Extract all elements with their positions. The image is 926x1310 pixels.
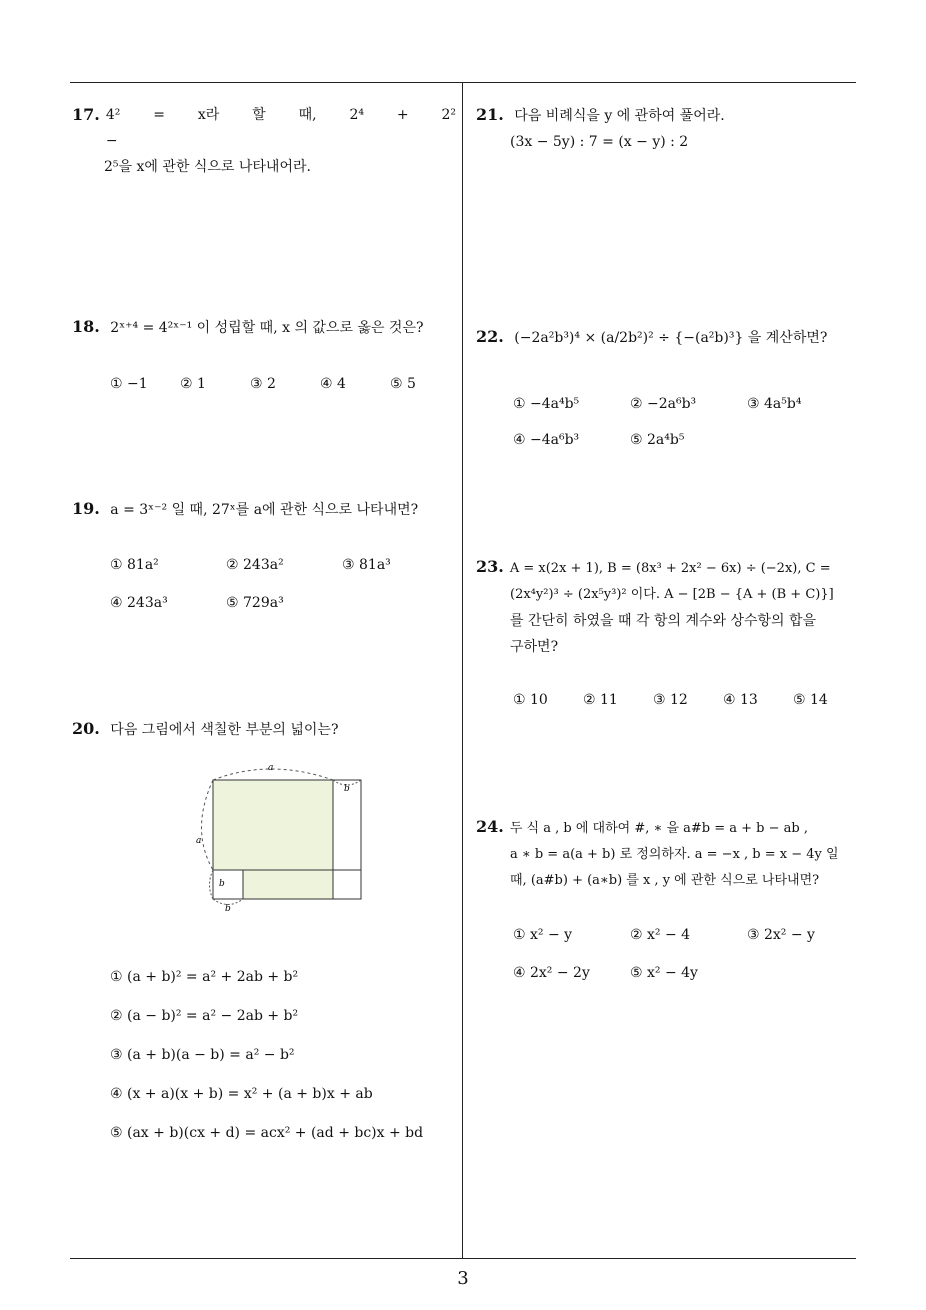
question-text-line1: 두 식 a , b 에 대하여 #, ∗ 을 a#b = a + b − ab , [509,821,808,836]
option-3[interactable]: ③ 2 [250,376,276,392]
question-19 [72,496,456,523]
top-rule [70,82,856,83]
question-23 [476,554,860,660]
option-2[interactable]: ② 11 [583,692,618,708]
option-2[interactable]: ② 1 [180,376,206,392]
option-1[interactable]: ① x² − y [513,927,573,943]
question-stem: a = 3ˣ⁻² 일 때, 27ˣ를 a에 관한 식으로 나타내면? [110,502,419,518]
option-4[interactable]: ④ 2x² − 2y [513,965,590,981]
question-text-line2: (2x⁴y²)³ ÷ (2x⁵y³)² 이다. A − [2B − {A + (B + C)}] [510,587,834,602]
option-4[interactable]: ④ −4a⁶b³ [513,432,580,448]
question-text-line1: 4² = x라 할 때, 2⁴ + 2² − [105,107,456,149]
question-22 [476,324,856,351]
page-number: 3 [457,1268,469,1289]
question-number: 20. [72,719,100,738]
column-divider [462,83,463,1258]
question-stem: 2ˣ⁺⁴ = 4²ˣ⁻¹ 이 성립할 때, x 의 값으로 옳은 것은? [110,320,424,336]
question-number: 23. [476,557,504,576]
option-3[interactable]: ③ 12 [653,692,688,708]
question-number: 24. [476,817,504,836]
option-3[interactable]: ③ 81a³ [342,557,391,573]
option-3[interactable]: ③ 2x² − y [747,927,815,943]
dashed-arc-left [202,780,214,870]
option-5[interactable]: ⑤ 729a³ [226,595,284,611]
option-3[interactable]: ③ (a + b)(a − b) = a² − b² [110,1047,295,1063]
shaded-large-square [213,780,333,870]
option-5[interactable]: ⑤ x² − 4y [630,965,698,981]
question-text-line1: 다음 비례식을 y 에 관하여 풀어라. [514,108,725,124]
option-4[interactable]: ④ (x + a)(x + b) = x² + (a + b)x + ab [110,1086,373,1102]
option-2[interactable]: ② (a − b)² = a² − 2ab + b² [110,1008,299,1024]
question-number: 18. [72,317,100,336]
option-1[interactable]: ① 10 [513,692,548,708]
bottom-rule [70,1258,856,1259]
option-2[interactable]: ② −2a⁶b³ [630,396,697,412]
question-stem: (−2a²b³)⁴ × (a/2b²)² ÷ {−(a²b)³} 을 계산하면? [514,330,828,346]
question-21 [476,102,856,155]
label-b-top: b [344,784,350,794]
area-figure [190,760,375,915]
question-number: 17. [72,105,100,124]
question-text-line2: 2⁵을 x에 관한 식으로 나타내어라. [104,159,311,175]
question-text-line1: A = x(2x + 1), B = (8x³ + 2x² − 6x) ÷ (−2x), C = [509,561,831,576]
question-text-line2: (3x − 5y) : 7 = (x − y) : 2 [510,134,689,150]
question-text-line2: a ∗ b = a(a + b) 로 정의하자. a = −x , b = x − 4y 일 [510,847,839,862]
question-text-line3: 를 간단히 하였을 때 각 항의 계수와 상수항의 합을 [510,613,817,629]
question-18 [72,314,456,341]
dashed-arc-b-inner [210,870,214,899]
question-number: 22. [476,327,504,346]
option-3[interactable]: ③ 4a⁵b⁴ [747,396,802,412]
question-24 [476,814,860,894]
question-text-line3: 때, (a#b) + (a∗b) 를 x , y 에 관한 식으로 나타내면? [510,873,820,888]
question-number: 19. [72,499,100,518]
option-4[interactable]: ④ 243a³ [110,595,168,611]
option-2[interactable]: ② 243a² [226,557,284,573]
question-number: 21. [476,105,504,124]
option-4[interactable]: ④ 4 [320,376,346,392]
option-5[interactable]: ⑤ (ax + b)(cx + d) = acx² + (ad + bc)x + bd [110,1125,424,1141]
option-1[interactable]: ① −4a⁴b⁵ [513,396,580,412]
question-stem: 다음 그림에서 색칠한 부분의 넓이는? [110,722,339,738]
label-a-left: a [196,836,202,846]
label-b-bottom: b [225,904,231,914]
option-5[interactable]: ⑤ 2a⁴b⁵ [630,432,685,448]
option-4[interactable]: ④ 13 [723,692,758,708]
label-b-inner: b [219,879,225,889]
shaded-bottom-rect [243,870,333,899]
question-20 [72,716,456,743]
option-5[interactable]: ⑤ 5 [390,376,416,392]
option-2[interactable]: ② x² − 4 [630,927,691,943]
option-1[interactable]: ① (a + b)² = a² + 2ab + b² [110,969,299,985]
option-1[interactable]: ① 81a² [110,557,159,573]
option-5[interactable]: ⑤ 14 [793,692,828,708]
question-17 [72,102,456,180]
option-1[interactable]: ① −1 [110,376,148,392]
label-a-top: a [268,763,274,773]
question-text-line4: 구하면? [510,639,559,655]
